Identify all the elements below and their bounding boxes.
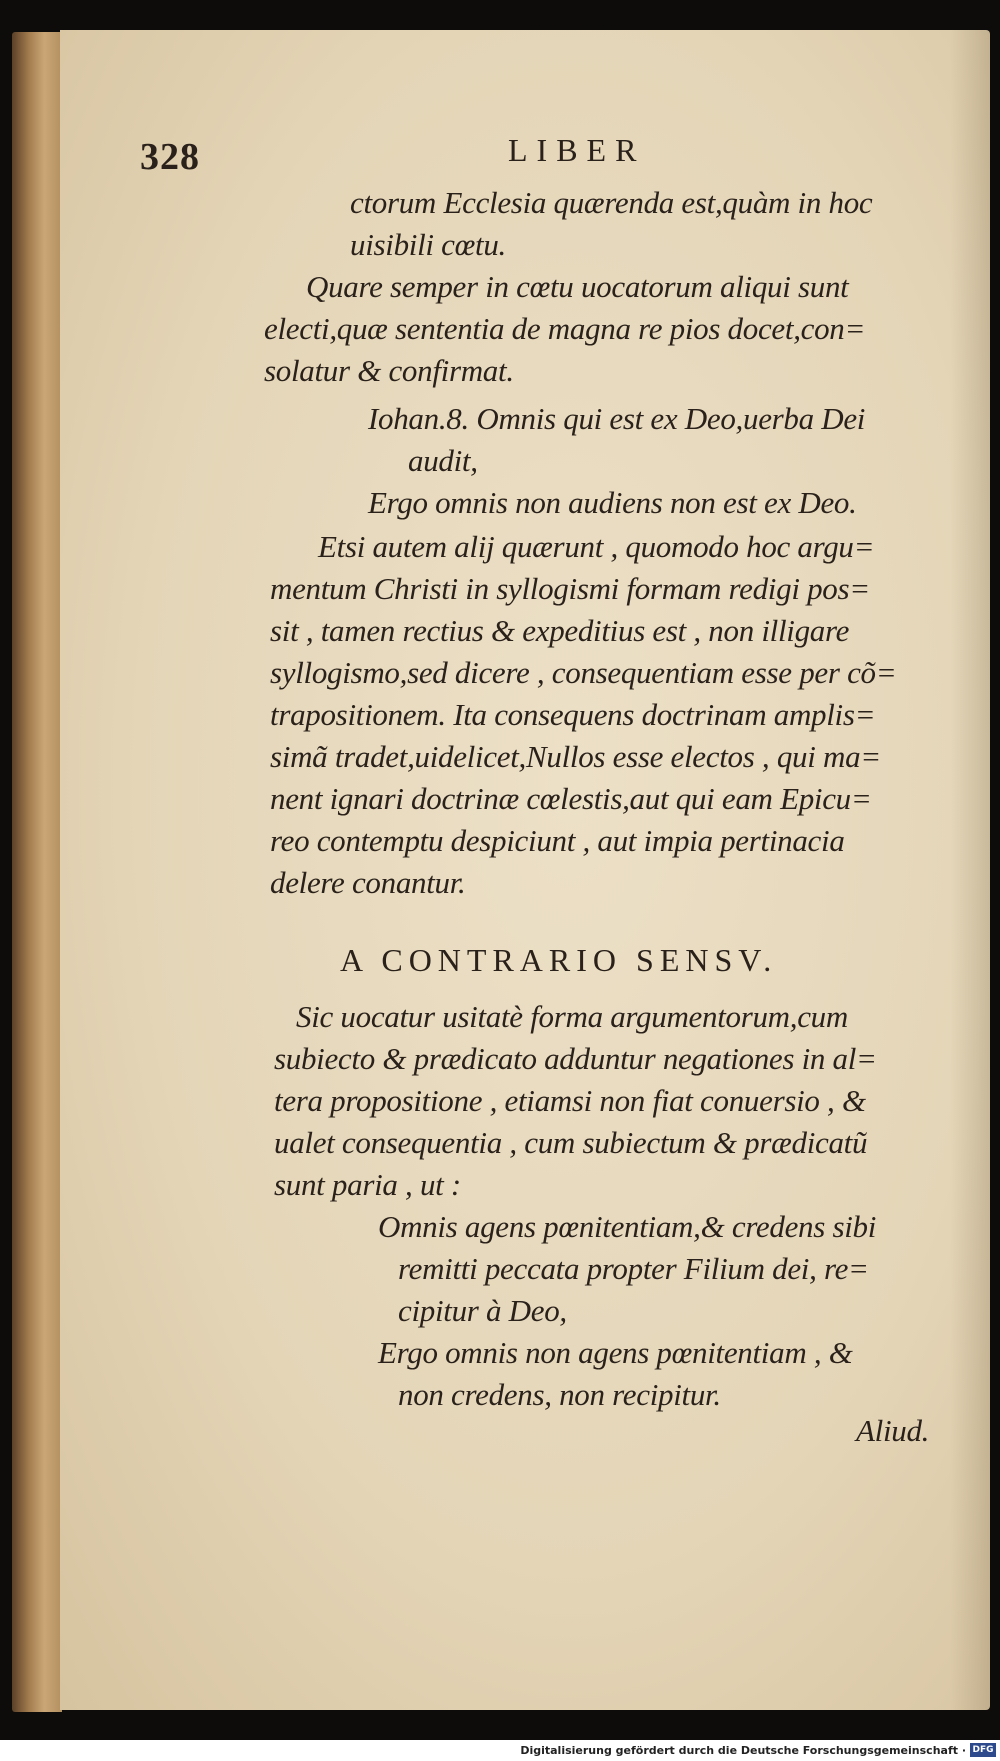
text-line: ctorum Ecclesia quærenda est,quàm in hoc — [350, 185, 873, 220]
text-line: sunt paria , ut : — [274, 1167, 461, 1202]
text-line: solatur & confirmat. — [264, 353, 514, 388]
text-line: sit , tamen rectius & expeditius est , non illigare — [270, 613, 850, 648]
text-line: uisibili cœtu. — [350, 227, 506, 262]
text-line: tera propositione , etiamsi non fiat conuersio , & — [274, 1083, 866, 1118]
text-line: subiecto & prædicato adduntur negationes in al= — [274, 1041, 877, 1076]
text-line: Quare semper in cœtu uocatorum aliqui sunt — [306, 269, 849, 304]
text-line: Omnis agens pœnitentiam,& credens sibi — [378, 1209, 877, 1244]
text-line: Ergo omnis non audiens non est ex Deo. — [368, 485, 857, 520]
page-edge-left — [12, 32, 62, 1712]
funding-credit: Digitalisierung gefördert durch die Deutsche Forschungsgemeinschaft · — [520, 1744, 966, 1757]
section-heading: A CONTRARIO SENSV. — [340, 942, 778, 978]
text-line: ualet consequentia , cum subiectum & prædicatũ — [274, 1125, 868, 1160]
catchword: Aliud. — [856, 1413, 930, 1448]
text-line: Sic uocatur usitatè forma argumentorum,cum — [296, 999, 848, 1034]
text-line: trapositionem. Ita consequens doctrinam amplis= — [270, 697, 876, 732]
text-line: Etsi autem alij quærunt , quomodo hoc argu= — [318, 529, 875, 564]
text-line: non credens, non recipitur. — [398, 1377, 721, 1412]
page-number: 328 — [140, 136, 200, 178]
dfg-logo-icon: DFG — [970, 1743, 996, 1757]
text-line: syllogismo,sed dicere , consequentiam esse per cõ= — [270, 655, 897, 690]
text-line: simã tradet,uidelicet,Nullos esse electos , qui ma= — [270, 739, 881, 774]
text-line: delere conantur. — [270, 865, 466, 900]
text-line: nent ignari doctrinæ cœlestis,aut qui eam Epicu= — [270, 781, 872, 816]
text-line: electi,quæ sententia de magna re pios docet,con= — [264, 311, 866, 346]
text-line: remitti peccata propter Filium dei, re= — [398, 1251, 869, 1286]
text-line: cipitur à Deo, — [398, 1293, 567, 1328]
running-head: LIBER — [508, 132, 646, 168]
text-line: audit, — [408, 443, 478, 478]
footer-bar — [0, 1740, 1000, 1761]
text-line: Iohan.8. Omnis qui est ex Deo,uerba Dei — [368, 401, 866, 436]
text-line: reo contemptu despiciunt , aut impia pertinacia — [270, 823, 845, 858]
text-line: mentum Christi in syllogismi formam redigi pos= — [270, 571, 870, 606]
text-line: Ergo omnis non agens pœnitentiam , & — [378, 1335, 853, 1370]
page-gutter-shade — [950, 30, 990, 1710]
